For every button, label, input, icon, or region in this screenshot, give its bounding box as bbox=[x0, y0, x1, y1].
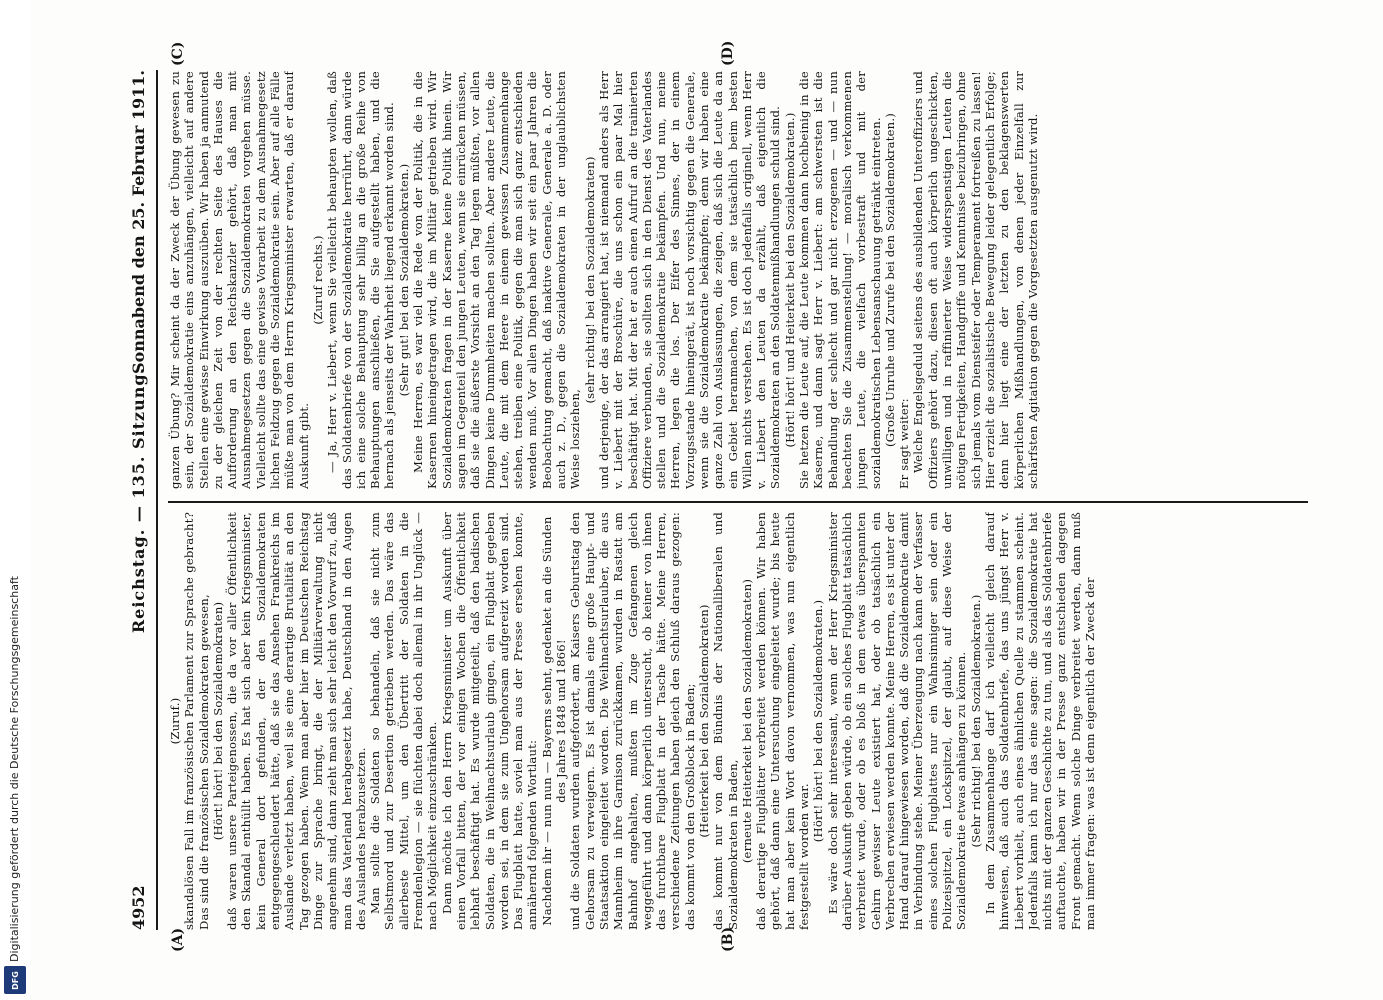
paragraph: (Zuruf rechts.) bbox=[310, 235, 325, 325]
scanned-page bbox=[30, 0, 1383, 1000]
paragraph: daß waren unsere Parteigenossen, die da vor aller Öffentlichkeit den Skandal enthüllt haben. Es hat sich aber kein Kriegsminister, kein General dort gefunden, der den Sozialdemokraten entgegengeschleudert hätte, daß sie das Ansehen Frankreichs im Auslande verletzt haben, weil sie eine derartige Brutalität an den Tag gezogen haben. Wenn man aber hier im Deutschen Reichstag Dinge zur Sprache bringt, die der Militärverwaltung nicht angenehm sind, dann zieht man sich sehr leicht den Vorwurf zu, daß man das Vaterland herabgesetzt habe, Deutschland in den Augen des Auslandes herabzusetzen. bbox=[225, 512, 368, 930]
paragraph: — Ja, Herr v. Liebert, wenn Sie vielleicht behaupten wollen, daß das Soldatenbriefe von der Sozialdemokratie herrührt, dann würde ich eine solche Behauptung sehr billig an die große Reihe von Behauptungen anschließen, die Sie aufgestellt haben, und die hernach als jenseits der Wahrheit liegend erkannt worden sind. bbox=[325, 71, 397, 489]
paragraph: Nachdem ihr — nun nun — Bayerns sehnt, gedenket an die Sünden des Jahres 1848 und 1866! bbox=[539, 516, 569, 926]
column-rule bbox=[168, 502, 1308, 504]
paragraph: das kommt nur von dem Bündnis der Nationalliberalen und Sozialdemokraten in Baden, bbox=[711, 512, 740, 930]
margin-letter-d: (D) bbox=[720, 40, 736, 66]
paragraph: (Zuruf.) bbox=[168, 697, 182, 745]
paragraph: skandalösen Fall im französischen Parlament zur Sprache gebracht? Das sind die französischen Sozialdemokraten gewesen, bbox=[182, 512, 211, 930]
page-date: Sonnabend den 25. Februar 1911. bbox=[129, 70, 148, 374]
paragraph: Man sollte die Soldaten so behandeln, daß sie nicht zum Selbstmord und zur Desertion getrieben werden. Das wäre das allerbeste Mittel, um den Übertritt der Soldaten in die Fremdenlegion — sie flüchten dabei doch allemal in ihr Unglück — nach Möglichkeit einzuschränken. bbox=[368, 512, 440, 930]
paragraph: Er sagt weiter: bbox=[897, 398, 912, 489]
page-running-title: Reichstag. — 135. Sitzung. bbox=[129, 366, 148, 634]
funding-footer bbox=[0, 0, 30, 1000]
page-content bbox=[30, 0, 1383, 1000]
paragraph: und die Soldaten wurden aufgefordert, am Kaisers Geburtstag den Gehorsam zu verweigern. Es ist damals eine große Haupt- und Staatsaktion eingeleitet worden. Die Weihnachtsurlauber, die aus Mannheim in ihre Garnison zurückkamen, wurden in Rastatt am Bahnhof angehalten, mußten im Zuge Gefangenen gleich weggeführt und dann körperlich untersucht, ob keiner von ihnen das furchtbare Flugblatt in der Tasche hätte. Meine Herren, verschiedene Zeitungen haben gleich den Schluß daraus gezogen: das kommt von den Großblock in Baden; bbox=[568, 512, 697, 930]
paragraph: (Sehr gut! bei den Sozialdemokraten.) bbox=[396, 163, 411, 397]
paragraph: Welche Engelsgeduld seitens des ausbildenden Unteroffiziers und Offiziers gehört dazu, diesen oft auch körperlich ungeschickten, unwilligen und in raffinierter Weise widerspenstigen Leuten die nötigen Fertigkeiten, Handgriffe und Kenntnisse beizubringen, ohne sich jemals vom Diensteifer oder Temperament fortreißen zu lassen! Hier erzielt die sozialistische Bewegung leider gelegentlich Erfolge; denn hier liegt eine der letzten zu den beklagenswerten körperlichen Mißhandlungen, von denen jeder Einzelfall zur schärfsten Agitation gegen die Vorgesetzten ausgenutzt wird. bbox=[911, 71, 1040, 489]
paragraph: Es wäre doch sehr interessant, wenn der Herr Kriegsminister darüber Auskunft geben würde, ob ein solches Flugblatt tatsächlich verbreitet wurde, oder ob es bloß in dem etwas überspannten Gehirn gewisser Leute existiert hat, oder ob tatsächlich ein Verbrechen erwiesen werden konnte. Meine Herren, es ist unter der Hand darauf hingewiesen worden, daß die Sozialdemokratie damit in Verbindung stehe. Meiner Überzeugung nach kann der Verfasser eines solchen Flugblattes nur ein Wahnsinniger sein oder ein Polizeispitzel, ein Lockspitzel, der glaubt, auf diese Weise der Sozialdemokratie etwas anhängen zu können. bbox=[825, 512, 969, 930]
paragraph: ganzen Übung? Mir scheint da der Zweck der Übung gewesen zu sein, der Sozialdemokratie eins anzuhängen, vielleicht auf andere Stellen eine gewisse Einwirkung auszuüben. Wir haben ja anmutend zu der gleichen Zeit von der rechten Seite des Hauses die Aufforderung an den Reichskanzler gehört, daß man mit Ausnahmegesetzen gegen die Sozialdemokraten vorgehen müsse. Vielleicht sollte das eine gewisse Vorarbeit zu dem Ausnahmegesetz lichen Feldzug gegen die Sozialdemokratie sein. Aber auf alle Fälle müßte man von dem Herrn Kriegsminister erwarten, daß er darauf Auskunft gibt. bbox=[168, 71, 311, 489]
dfg-logo-icon bbox=[4, 966, 26, 994]
paragraph: Meine Herren, es war viel die Rede von der Politik, die in die Kasernen hineingetragen wird, die im Militär getrieben wird. Wir Sozialdemokraten fragen in der Kaserne keine Politik hinein. Wir sagen im Gegenteil den jungen Leuten, wenn sie einrücken müssen, daß sie die äußerste Vorsicht an den Tag legen müßten, vor allen Dingen keine Dummheiten machen sollten. Aber andere Leute, die Leute, die mit dem Heere in einem gewissen Zusammenhange stehen, treiben eine Politik, gegen die man sich ganz entschieden wenden muß. Vor allen Dingen haben wir seit ein paar Jahren die Beobachtung gemacht, daß inaktive Generale, Generale a. D. oder auch z. D., gegen die Sozialdemokraten in der unglaublichsten Weise losziehen, bbox=[411, 71, 583, 489]
paragraph: (Hört! hört! bei den Sozialdemokraten.) bbox=[811, 599, 826, 843]
paragraph: und derjenige, der das arrangiert hat, ist niemand anders als Herr v. Liebert mit der Broschüre, die uns schon ein paar Mal hier beschäftigt hat. Mit der hat er auch einen Aufruf an die trainierten Offiziere verbunden, sie sollten sich in den Dienst des Vaterlandes stellen und die Sozialdemokratie bekämpfen. Und nun, meine Herren, legen die los. Der Eifer des Sinnes, der in einem Vorzugsstande hineingerät, ist noch vorsichtig gegen die Generale, wenn sie die Sozialdemokratie bekämpfen; denn wir haben eine ganze Zahl von Auslassungen, die zeigen, daß sich die Leute da an ein Gebiet heranmachen, von dem sie tatsächlich beim besten Willen nichts verstehen. Es ist doch jedenfalls originell, wenn Herr v. Liebert den Leuten da erzählt, daß eigentlich die Sozialdemokraten an den Soldatenmißhandlungen schuld sind. bbox=[596, 71, 783, 489]
right-text-column bbox=[168, 71, 1308, 489]
margin-letter-a: (A) bbox=[170, 927, 186, 952]
paragraph: (Große Unruhe und Zurufe bei den Sozialdemokraten.) bbox=[882, 113, 897, 447]
paragraph: (erneute Heiterkeit bei den Sozialdemokraten) bbox=[739, 578, 754, 864]
margin-letter-c: (C) bbox=[170, 41, 186, 66]
page-number: 4952 bbox=[129, 885, 148, 930]
paragraph: (Hört! hört! und Heiterkeit bei den Sozialdemokraten.) bbox=[782, 112, 797, 448]
paragraph: Dann möchte ich den Herrn Kriegsminister um Auskunft über einen Vorfall bitten, der vor einigen Wochen die Öffentlichkeit lebhaft beschäftigt hat. Es wurde mitgeteilt, daß den badischen Soldaten, die in Weihnachtsurlaub gingen, ein Flugblatt gegeben worden sei, in dem sie zum Ungehorsam aufgereizt worden sind. Das Flugblatt hatte, soviel man aus der Presse ersehen konnte, annähernd folgenden Wortlaut: bbox=[439, 512, 540, 930]
logo-text: DFG bbox=[10, 970, 20, 990]
paragraph: In dem Zusammenhange darf ich vielleicht gleich darauf hinweisen, daß auch das Soldatenbriefe, das uns jüngst Herr v. Liebert vorhielt, auch eines ähnlichen Quelle zu stammen scheint. Jedenfalls kann ich nur das eine sagen: die Sozialdemokratie hat nichts mit der ganzen Geschichte zu tun, und als das Soldatenbriefe auftauchte, haben wir in der Presse ganz entschieden dagegen Front gemacht. Wenn solche Dinge verbreitet werden, dann muß man immer fragen: was ist denn eigentlich der Zweck der bbox=[982, 512, 1097, 930]
paragraph: Sie hetzen die Leute auf, die Leute kommen dann hochbeinig in die Kaserne, und dann sagt Herr v. Liebert: am schwersten ist die Behandlung der schlecht und gar nicht erzogenen — und — nun beachten Sie die Zusammenstellung! — moralisch verkommenen jungen Leute, die vielfach vorbestraft und mit der sozialdemokratischen Lebensanschauung getränkt eintreten. bbox=[797, 71, 883, 489]
paragraph: (Heiterkeit bei den Sozialdemokraten) bbox=[696, 604, 711, 838]
page-header bbox=[122, 70, 156, 930]
margin-letter-b: (B) bbox=[720, 926, 736, 952]
header-rule bbox=[156, 70, 158, 930]
paragraph: (Hört! hört! bei den Sozialdemokraten) bbox=[210, 601, 225, 841]
paragraph: daß derartige Flugblätter verbreitet werden können. Wir haben gehört, daß dann eine Untersuchung eingeleitet wurde; bis heute hat man aber kein Wort davon vernommen, was nun eigentlich festgestellt worden war. bbox=[754, 512, 812, 930]
paragraph: (sehr richtig! bei den Sozialdemokraten) bbox=[582, 156, 597, 404]
left-text-column bbox=[168, 512, 1308, 930]
paragraph: (Sehr richtig! bei den Sozialdemokraten.) bbox=[968, 594, 983, 848]
funding-note: Digitalisierung gefördert durch die Deutsche Forschungsgemeinschaft bbox=[8, 576, 21, 962]
